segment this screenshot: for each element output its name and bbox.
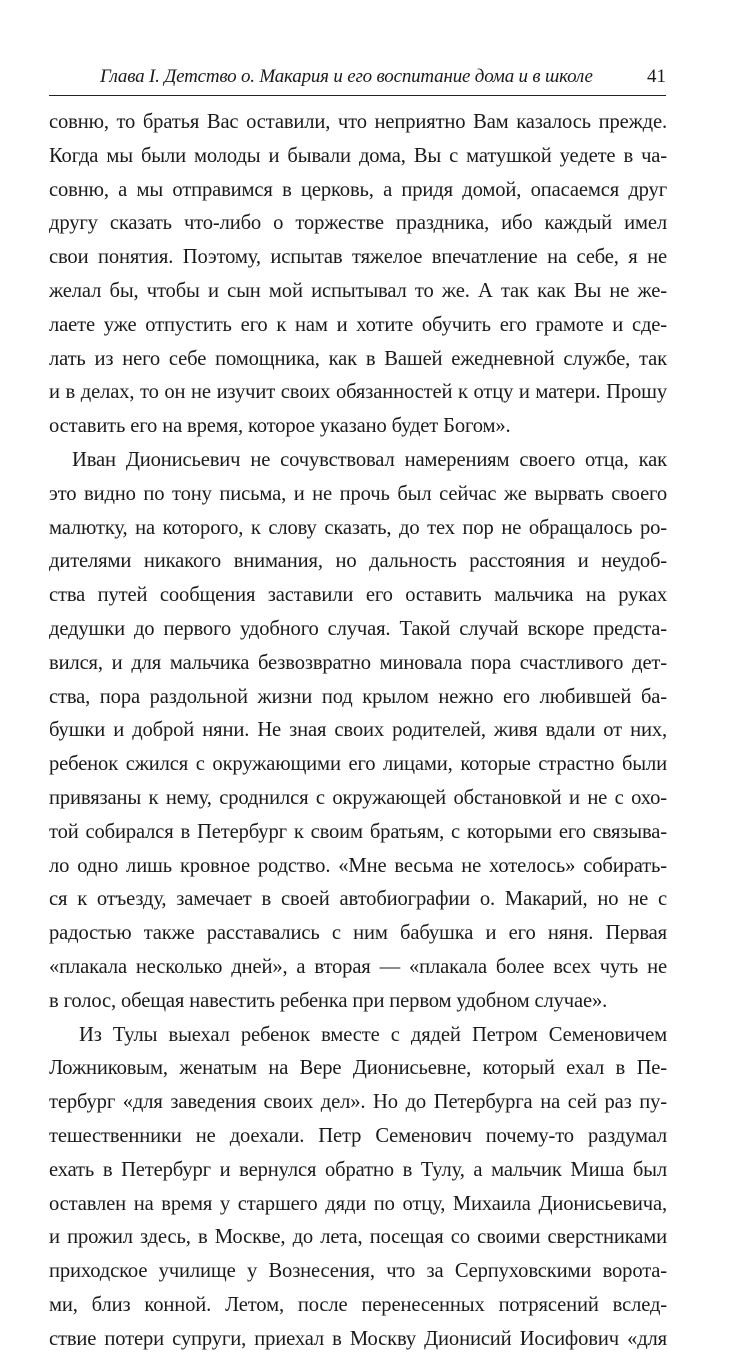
text-line: оставить его на время, которое указано будет Богом».: [49, 415, 511, 438]
running-header: [100, 64, 666, 92]
running-title: Глава I. Детство о. Макария и его воспитание дома и в школе: [100, 66, 593, 87]
page-number: 41: [647, 66, 666, 87]
text-line: лаете уже отпустить его к нам и хотите обучить его грамоте и сде-: [49, 313, 667, 336]
text-line: ся к отъезду, замечает в своей автобиографии о. Макарий, но не с: [49, 888, 667, 911]
body-text: [49, 106, 667, 1356]
text-line: совню, то братья Вас оставили, что неприятно Вам казалось прежде.: [49, 111, 667, 133]
text-line: ехать в Петербург и вернулся обратно в Тулу, а мальчик Миша был: [49, 1158, 667, 1181]
text-line: той собирался в Петербург к своим братьям, с которыми его связыва-: [49, 820, 667, 843]
text-line: вился, и для мальчика безвозвратно миновала пора счастливого дет-: [49, 651, 667, 674]
text-line: ло одно лишь кровное родство. «Мне весьма не хотелось» собирать-: [49, 854, 667, 877]
text-line: ства путей сообщения заставили его оставить мальчика на руках: [49, 584, 667, 607]
text-line: малютку, на которого, к слову сказать, до тех пор не обращалось ро-: [49, 516, 667, 539]
text-line: бушки и доброй няни. Не зная своих родителей, живя вдали от них,: [49, 719, 667, 742]
text-line: в голос, обещая навестить ребенка при первом удобном случае».: [49, 989, 608, 1012]
text-line: и прожил здесь, в Москве, до лета, посещая со своими сверстниками: [49, 1226, 667, 1249]
text-line: ствие потери супруги, приехал в Москву Дионисий Иосифович «для: [49, 1327, 667, 1350]
text-line: дедушки до первого удобного случая. Такой случай вскоре предста-: [49, 617, 667, 640]
text-line: привязаны к нему, сроднился с окружающей обстановкой и не с охо-: [49, 786, 667, 809]
text-line: желал бы, чтобы и сын мой испытывал то же. А так как Вы не же-: [49, 279, 667, 302]
text-line: другу сказать что-либо о торжестве праздника, ибо каждый имел: [49, 212, 667, 235]
text-line: радостью также расставались с ним бабушка и его няня. Первая: [49, 922, 667, 945]
text-line: ства, пора раздольной жизни под крылом нежно его любившей ба-: [49, 685, 667, 708]
text-line: Когда мы были молоды и бывали дома, Вы с матушкой уедете в ча-: [49, 144, 667, 167]
paragraph-first-line: Иван Дионисьевич не сочувствовал намерениям своего отца, как: [72, 448, 667, 471]
text-line: оставлен на время у старшего дяди по отцу, Михаила Дионисьевича,: [49, 1192, 667, 1215]
text-line: лать из него себе помощника, как в Вашей ежедневной службе, так: [49, 347, 667, 370]
text-line: дителями никакого внимания, но дальность расстояния и неудоб-: [49, 550, 667, 573]
text-line: приходское училище у Вознесения, что за Серпуховскими ворота-: [49, 1260, 667, 1283]
paragraph-first-line: Из Тулы выехал ребенок вместе с дядей Петром Семеновичем: [79, 1023, 667, 1046]
text-line: ми, близ конной. Летом, после перенесенных потрясений вслед-: [49, 1293, 667, 1316]
text-line: тербург «для заведения своих дел». Но до Петербурга на сей раз пу-: [49, 1091, 667, 1114]
text-line: это видно по тону письма, и не прочь был сейчас же вырвать своего: [49, 482, 667, 505]
header-rule: [49, 95, 666, 96]
text-line: и в делах, то он не изучит своих обязанностей к отцу и матери. Прошу: [49, 381, 667, 404]
text-line: ребенок сжился с окружающими его лицами, которые страстно были: [49, 753, 667, 776]
text-line: Ложниковым, женатым на Вере Дионисьевне, который ехал в Пе-: [49, 1057, 667, 1080]
text-line: свои понятия. Поэтому, испытав тяжелое впечатление на себе, я не: [49, 246, 667, 269]
text-line: тешественники не доехали. Петр Семенович почему-то раздумал: [49, 1124, 667, 1147]
text-line: «плакала несколько дней», а вторая — «плакала более всех чуть не: [49, 955, 667, 978]
text-line: совню, а мы отправимся в церковь, а придя домой, опасаемся друг: [49, 178, 667, 201]
